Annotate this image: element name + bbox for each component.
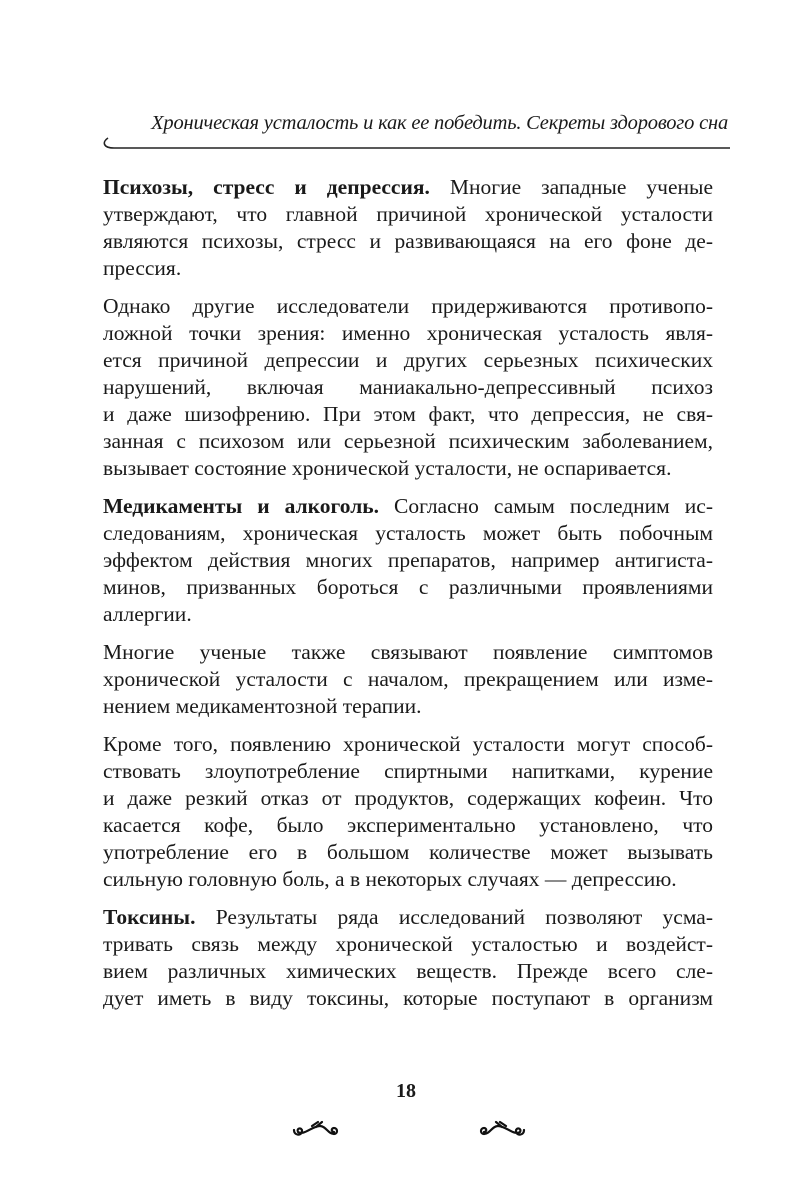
ornament-right-icon [478,1116,528,1142]
text-line [103,985,713,1012]
text-line [103,401,713,428]
text-line [103,958,713,985]
text-line [103,601,713,628]
text-line [103,904,713,931]
paragraph [103,493,713,628]
text-line [103,731,713,758]
line-text: Однако другие исследователи придерживаются противопо- [103,294,713,318]
paragraph [103,731,713,893]
page-body [103,174,713,1023]
line-text: прессия. [103,256,182,280]
text-line [103,639,713,666]
line-text: касается кофе, было экспериментально установлено, что [103,813,713,837]
line-text: употребление его в большом количестве может вызывать [103,840,713,864]
line-text: тривать связь между хронической усталостью и воздейст- [103,932,713,956]
line-text: занная с психозом или серьезной психическим заболеванием, [103,429,713,453]
line-text: сильную головную боль, а в некоторых случаях — депрессию. [103,867,677,891]
paragraph [103,639,713,720]
text-line [103,174,713,201]
text-line [103,455,713,482]
text-line [103,201,713,228]
line-text: ется причиной депрессии и других серьезных психических [103,348,713,372]
paragraph [103,293,713,482]
text-line [103,758,713,785]
text-line [103,347,713,374]
line-text: нарушений, включая маниакально-депрессивный психоз [103,375,713,399]
line-text: хронической усталости с началом, прекращением или изме- [103,667,713,691]
line-text: Многие западные ученые [429,175,713,199]
line-text: являются психозы, стресс и развивающаяся на его фоне де- [103,229,713,253]
line-text: ложной точки зрения: именно хроническая усталость явля- [103,321,713,345]
line-text: вием различных химических веществ. Прежде всего сле- [103,959,713,983]
header-rule [100,136,732,152]
line-text: утверждают, что главной причиной хронической усталости [103,202,713,226]
text-line [103,493,713,520]
paragraph-lead: Психозы, стресс и депрессия. [103,175,430,199]
line-text: ствовать злоупотребление спиртными напитками, курение [103,759,713,783]
paragraph [103,904,713,1012]
line-text: нением медикаментозной терапии. [103,694,422,718]
line-text: Результаты ряда исследований позволяют усма- [195,905,713,929]
text-line [103,785,713,812]
line-text: эффектом действия многих препаратов, например антигиста- [103,548,713,572]
ornament-left-icon [290,1116,340,1142]
line-text: Многие ученые также связывают появление симптомов [103,640,713,664]
text-line [103,931,713,958]
line-text: Кроме того, появлению хронической усталости могут способ- [103,732,713,756]
line-text: Согласно самым последним ис- [379,494,713,518]
line-text: вызывает состояние хронической усталости, не оспаривается. [103,456,672,480]
paragraph-lead: Медикаменты и алкоголь. [103,494,380,518]
line-text: минов, призванных бороться с различными проявлениями [103,575,713,599]
text-line [103,866,713,893]
text-line [103,428,713,455]
text-line [103,255,713,282]
text-line [103,839,713,866]
text-line [103,293,713,320]
line-text: аллергии. [103,602,192,626]
text-line [103,520,713,547]
text-line [103,547,713,574]
text-line [103,374,713,401]
page-number: 18 [396,1080,416,1102]
text-line [103,666,713,693]
line-text: дует иметь в виду токсины, которые поступают в организм [103,986,713,1010]
text-line [103,574,713,601]
line-text: следованиям, хроническая усталость может быть побочным [103,521,713,545]
paragraph-lead: Токсины. [103,905,196,929]
text-line [103,693,713,720]
text-line [103,320,713,347]
text-line [103,228,713,255]
line-text: и даже шизофрению. При этом факт, что депрессия, не свя- [103,402,713,426]
text-line [103,812,713,839]
paragraph [103,174,713,282]
line-text: и даже резкий отказ от продуктов, содержащих кофеин. Что [103,786,713,810]
running-head: Хроническая усталость и как ее победить. Секреты здорового сна [151,112,728,134]
